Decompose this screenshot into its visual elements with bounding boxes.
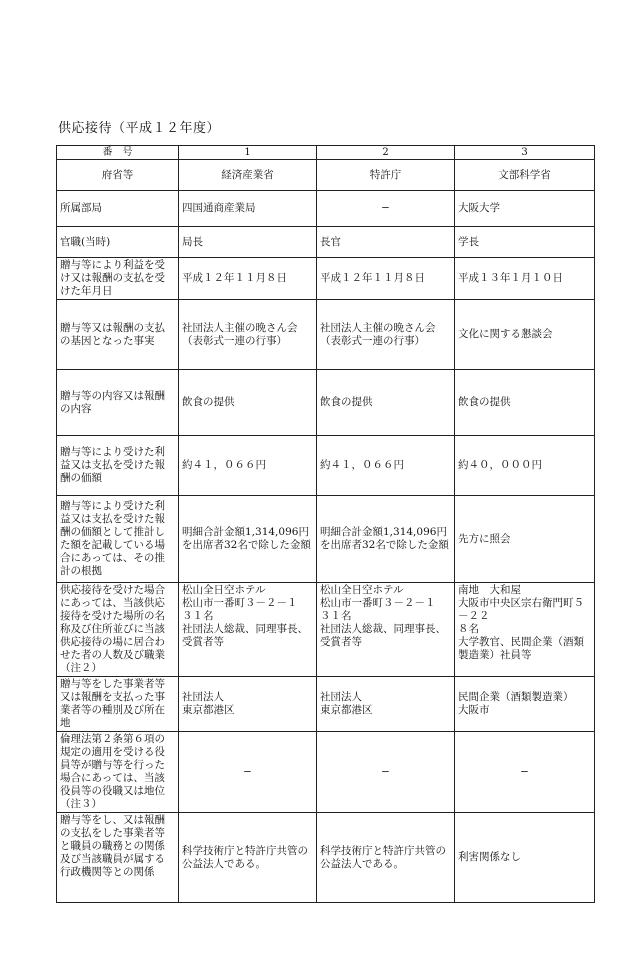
table-cell: 文化に関する懇談会 [455, 300, 595, 370]
table-cell: 科学技術庁と特許庁共管の公益法人である。 [317, 813, 455, 903]
table-cell: 明細合計金額1,314,096円を出席者32名で除した金額 [317, 496, 455, 583]
table-cell: 飲食の提供 [317, 370, 455, 436]
number-cell: 1 [179, 146, 317, 160]
table-cell: 平成１３年１月１０日 [455, 258, 595, 300]
table-row [57, 677, 595, 732]
table-cell: 約４１，０６６円 [317, 436, 455, 496]
table-cell: 大阪大学 [455, 191, 595, 227]
ministry-header: 府省等 [57, 160, 179, 191]
table-cell: 平成１２年１１月８日 [317, 258, 455, 300]
table-row [57, 370, 595, 436]
table-row [57, 227, 595, 258]
table-ministry-row [57, 160, 595, 191]
number-cell: 2 [317, 146, 455, 160]
table-cell: 社団法人主催の晩さん会 （表彰式一連の行事） [179, 300, 317, 370]
table-cell: 南地 大和屋 大阪市中央区宗右衛門町５－２２ ８名 大学教官、民間企業（酒類製造業）社員等 [455, 583, 595, 677]
table-cell: 学長 [455, 227, 595, 258]
table-cell: 明細合計金額1,314,096円を出席者32名で除した金額 [179, 496, 317, 583]
table-cell: − [179, 732, 317, 813]
ministry-cell: 特許庁 [317, 160, 455, 191]
table-row [57, 732, 595, 813]
table-cell: 飲食の提供 [455, 370, 595, 436]
number-header: 番 号 [57, 146, 179, 160]
row-label: 官職(当時) [57, 227, 179, 258]
entertainment-table [56, 145, 595, 903]
table-cell: 平成１２年１１月８日 [179, 258, 317, 300]
row-label: 贈与等により利益を受け又は報酬の支払を受けた年月日 [57, 258, 179, 300]
table-number-row [57, 146, 595, 160]
table-cell: 松山全日空ホテル 松山市一番町３－２－１ ３１名 社団法人総裁、同理事長、受賞者等 [317, 583, 455, 677]
table-cell: 長官 [317, 227, 455, 258]
row-label: 贈与等の内容又は報酬の内容 [57, 370, 179, 436]
page-title: 供応接待（平成１２年度） [58, 121, 221, 136]
ministry-cell: 経済産業省 [179, 160, 317, 191]
table-cell: − [317, 191, 455, 227]
table-cell: 民間企業（酒類製造業） 大阪市 [455, 677, 595, 732]
row-label: 贈与等をし、又は報酬の支払をした事業者等と職員の職務との関係及び当該職員が属する行政機関等との関係 [57, 813, 179, 903]
table-cell: 約４１，０６６円 [179, 436, 317, 496]
table-cell: 社団法人 東京都港区 [317, 677, 455, 732]
table-cell: 利害関係なし [455, 813, 595, 903]
table-row [57, 813, 595, 903]
ministry-cell: 文部科学省 [455, 160, 595, 191]
table-cell: 先方に照会 [455, 496, 595, 583]
table-cell: 飲食の提供 [179, 370, 317, 436]
table-cell: 社団法人 東京都港区 [179, 677, 317, 732]
table-row [57, 191, 595, 227]
table-row [57, 496, 595, 583]
row-label: 所属部局 [57, 191, 179, 227]
table-cell: 社団法人主催の晩さん会 （表彰式一連の行事） [317, 300, 455, 370]
table-row [57, 258, 595, 300]
table-row [57, 583, 595, 677]
table-cell: − [455, 732, 595, 813]
table-cell: − [317, 732, 455, 813]
row-label: 贈与等により受けた利益又は支払を受けた報酬の価額 [57, 436, 179, 496]
table-row [57, 300, 595, 370]
row-label: 倫理法第２条第６項の規定の適用を受ける役員等が贈与等を行った場合にあっては、当該役員等の役職又は地位（注３） [57, 732, 179, 813]
table-cell: 約４０，０００円 [455, 436, 595, 496]
table-cell: 四国通商産業局 [179, 191, 317, 227]
row-label: 贈与等又は報酬の支払の基因となった事実 [57, 300, 179, 370]
table-cell: 松山全日空ホテル 松山市一番町３－２－１ ３１名 社団法人総裁、同理事長、受賞者等 [179, 583, 317, 677]
table-row [57, 436, 595, 496]
number-cell: 3 [455, 146, 595, 160]
table-cell: 局長 [179, 227, 317, 258]
table-cell: 科学技術庁と特許庁共管の公益法人である。 [179, 813, 317, 903]
row-label: 贈与等により受けた利益又は支払を受けた報酬の価額として推計した額を記載している場合にあっては、その推計の根拠 [57, 496, 179, 583]
row-label: 供応接待を受けた場合にあっては、当該供応接待を受けた場所の名称及び住所並びに当該供応接待の場に居合わせた者の人数及び職業（注２） [57, 583, 179, 677]
row-label: 贈与等をした事業者等又は報酬を支払った事業者等の種別及び所在地 [57, 677, 179, 732]
